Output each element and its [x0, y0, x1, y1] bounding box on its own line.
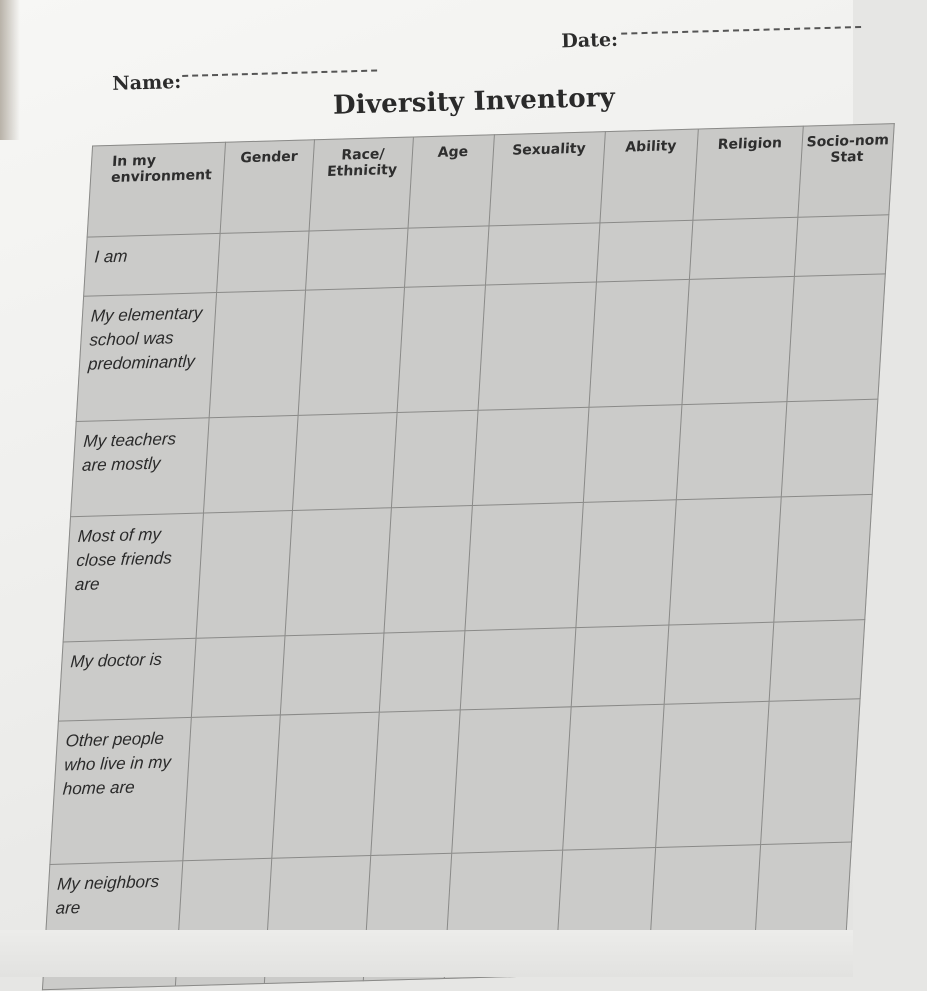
table-cell[interactable]: [384, 506, 472, 634]
column-header: Race/ Ethnicity: [309, 137, 413, 231]
table-row: [63, 494, 872, 642]
row-label: Most of my close friends are: [63, 513, 203, 642]
column-header: Age: [408, 135, 494, 228]
column-header: Ability: [600, 129, 698, 223]
table-cell[interactable]: [405, 226, 489, 287]
table-cell[interactable]: [196, 511, 292, 639]
page-title: Diversity Inventory: [332, 82, 616, 121]
column-header: Socio-nom Stat: [798, 124, 894, 218]
table-cell[interactable]: [472, 407, 589, 505]
table-cell[interactable]: [781, 399, 878, 497]
table-cell[interactable]: [217, 231, 309, 293]
diversity-inventory-table: [42, 123, 895, 990]
table-cell[interactable]: [485, 223, 599, 285]
table-cell[interactable]: [571, 625, 669, 707]
table-cell[interactable]: [397, 285, 485, 413]
date-blank-line[interactable]: [621, 26, 861, 35]
table-cell[interactable]: [774, 494, 872, 622]
table-cell[interactable]: [761, 699, 860, 845]
row-label: Other people who live in my home are: [50, 717, 191, 864]
table-cell[interactable]: [689, 217, 797, 279]
table-cell[interactable]: [306, 228, 408, 290]
table-cell[interactable]: [292, 413, 397, 511]
date-label: Date:: [561, 28, 619, 53]
table-row: [50, 699, 860, 865]
table-cell[interactable]: [583, 405, 682, 503]
column-header: Religion: [693, 126, 803, 220]
table-cell[interactable]: [298, 287, 404, 415]
table-cell[interactable]: [769, 620, 865, 702]
column-header: In my environment: [87, 142, 225, 237]
row-label: My teachers are mostly: [71, 418, 210, 517]
table-cell[interactable]: [656, 701, 769, 847]
table-cell[interactable]: [203, 415, 298, 513]
table-cell[interactable]: [576, 500, 676, 628]
name-blank-line[interactable]: [182, 69, 377, 76]
table-cell[interactable]: [664, 622, 774, 704]
column-header: Gender: [220, 140, 314, 234]
row-label: My elementary school was predominantly: [76, 293, 216, 422]
table-cell[interactable]: [787, 274, 885, 402]
table-cell[interactable]: [676, 402, 787, 500]
table-cell[interactable]: [452, 707, 571, 853]
row-label: I am: [84, 233, 220, 296]
table-cell[interactable]: [563, 704, 664, 850]
table-cell[interactable]: [379, 631, 465, 712]
table-cell[interactable]: [285, 508, 391, 636]
column-header: Sexuality: [489, 132, 605, 226]
paper-bottom-margin: [0, 930, 853, 977]
table-cell[interactable]: [669, 497, 781, 625]
table-cell[interactable]: [280, 633, 384, 715]
table-cell[interactable]: [478, 282, 596, 410]
row-label: My neighbors are: [42, 861, 182, 990]
table-cell[interactable]: [272, 712, 379, 858]
table-cell[interactable]: [596, 220, 692, 282]
table-cell[interactable]: [589, 279, 689, 407]
table-row: [76, 274, 885, 422]
table-cell[interactable]: [465, 502, 583, 630]
name-label: Name:: [112, 70, 182, 95]
table-cell[interactable]: [191, 636, 285, 718]
table-cell[interactable]: [391, 410, 478, 507]
table-cell[interactable]: [209, 290, 305, 418]
table-cell[interactable]: [183, 715, 280, 861]
table-cell[interactable]: [460, 628, 576, 710]
row-label: My doctor is: [58, 638, 196, 721]
table-cell[interactable]: [682, 276, 794, 404]
table-cell[interactable]: [371, 710, 460, 856]
table-cell[interactable]: [794, 215, 888, 277]
